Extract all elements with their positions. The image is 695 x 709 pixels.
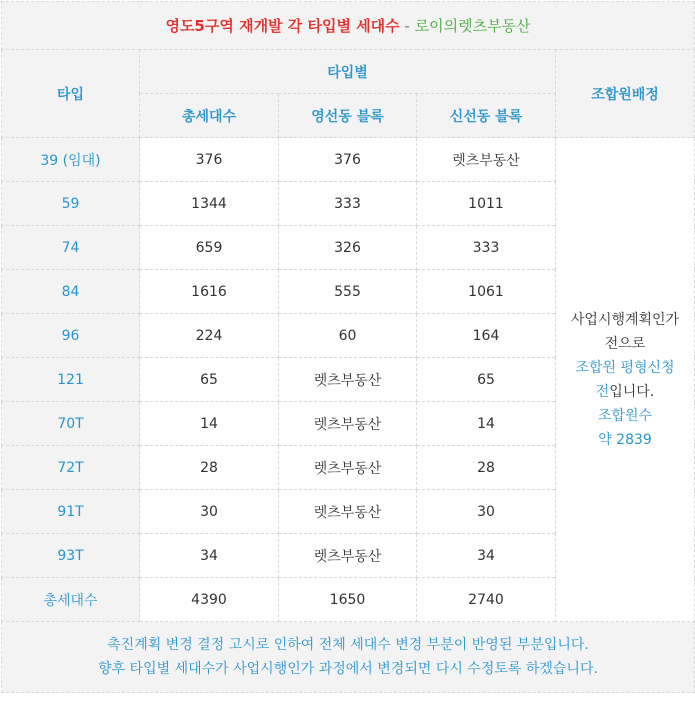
row-total: 659: [140, 226, 279, 270]
row-type: 72T: [2, 446, 140, 490]
row-type: 70T: [2, 402, 140, 446]
row-total: 65: [140, 358, 279, 402]
row-sinseon: 렛츠부동산: [417, 138, 556, 182]
header-members: 조합원배정: [556, 50, 695, 138]
side-note-line1: 사업시행계획인가: [570, 311, 680, 328]
side-note-line3: 조합원 평형신청: [575, 359, 675, 376]
row-sinseon: 164: [417, 314, 556, 358]
row-sinseon: 30: [417, 490, 556, 534]
table-title: [2, 2, 695, 50]
totals-total: 4390: [140, 578, 279, 622]
row-sinseon: 1061: [417, 270, 556, 314]
row-yeongseon: 렛츠부동산: [279, 402, 417, 446]
row-total: 14: [140, 402, 279, 446]
row-type: 121: [2, 358, 140, 402]
header-yeongseon-block: 영선동 블록: [279, 94, 417, 138]
header-by-type: 타입별: [140, 50, 556, 94]
row-sinseon: 65: [417, 358, 556, 402]
row-total: 1344: [140, 182, 279, 226]
unit-type-table: [1, 1, 695, 693]
table-row: [2, 138, 695, 182]
footer-note: [2, 622, 695, 693]
side-note-line4-rest: 입니다.: [609, 383, 655, 400]
header-type: 타입: [2, 50, 140, 138]
row-yeongseon: 60: [279, 314, 417, 358]
row-yeongseon: 326: [279, 226, 417, 270]
row-yeongseon: 렛츠부동산: [279, 446, 417, 490]
totals-yeongseon: 1650: [279, 578, 417, 622]
side-note-line5: 조합원수: [597, 407, 653, 424]
totals-label: 총세대수: [2, 578, 140, 622]
row-total: 30: [140, 490, 279, 534]
row-sinseon: 28: [417, 446, 556, 490]
row-sinseon: 14: [417, 402, 556, 446]
row-yeongseon: 렛츠부동산: [279, 358, 417, 402]
row-sinseon: 1011: [417, 182, 556, 226]
side-note-line2: 전으로: [604, 335, 646, 352]
totals-sinseon: 2740: [417, 578, 556, 622]
footer-note-line2: 향후 타입별 세대수가 사업시행인가 과정에서 변경되면 다시 수정토록 하겠습니다.: [98, 661, 598, 677]
header-total-units: 총세대수: [140, 94, 279, 138]
row-yeongseon: 376: [279, 138, 417, 182]
title-main: 영도5구역 재개발 각 타입별 세대수: [165, 17, 400, 35]
row-yeongseon: 333: [279, 182, 417, 226]
row-total: 28: [140, 446, 279, 490]
row-yeongseon: 렛츠부동산: [279, 490, 417, 534]
title-source: 로이의렛츠부동산: [414, 17, 531, 35]
row-yeongseon: 555: [279, 270, 417, 314]
row-sinseon: 333: [417, 226, 556, 270]
row-type: 93T: [2, 534, 140, 578]
row-type: 39 (임대): [2, 138, 140, 182]
row-sinseon: 34: [417, 534, 556, 578]
side-note-line4-blue: 전: [595, 383, 610, 400]
title-dash: -: [404, 17, 410, 35]
member-allocation-note: [556, 138, 695, 622]
side-note-line6: 약 2839: [598, 431, 652, 448]
row-total: 376: [140, 138, 279, 182]
row-type: 91T: [2, 490, 140, 534]
row-type: 96: [2, 314, 140, 358]
row-type: 59: [2, 182, 140, 226]
row-type: 84: [2, 270, 140, 314]
row-total: 1616: [140, 270, 279, 314]
row-yeongseon: 렛츠부동산: [279, 534, 417, 578]
header-sinseon-block: 신선동 블록: [417, 94, 556, 138]
footer-note-line1: 촉진계획 변경 결정 고시로 인하여 전체 세대수 변경 부분이 반영된 부분입니다.: [107, 637, 589, 653]
row-total: 34: [140, 534, 279, 578]
row-total: 224: [140, 314, 279, 358]
row-type: 74: [2, 226, 140, 270]
